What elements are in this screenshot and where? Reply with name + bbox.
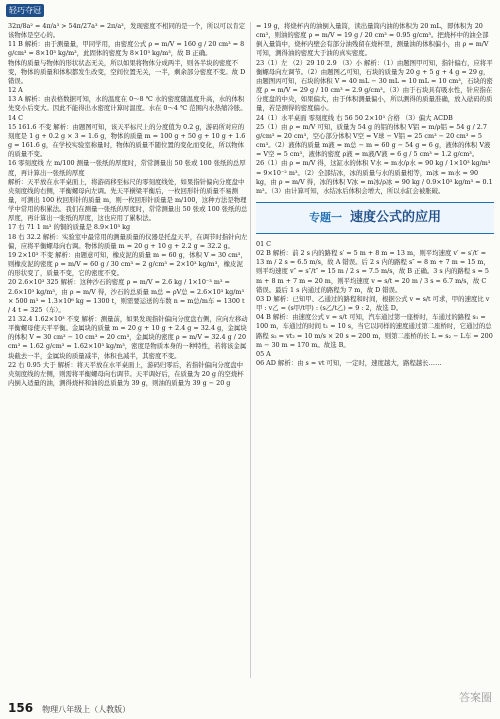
watermark: 答案圈 [459,691,492,704]
answer-paragraph: 03 D 解析：已知甲、乙通过的路程和时间，根据公式 v = s/t 可求，甲的速度比 v甲 : v乙 = (s甲/t甲) : (s乙/t乙) = 9 : 2，故选 D。 [256,294,490,313]
answer-paragraph: 02 B 解析：前 2 s 内的路程 s′ = 5 m + 8 m = 13 m，则平均速度 v′ = s′/t′ = 13 m / 2 s = 6.5 m/s，故 A 错误。后 2 s 内的路程 s″ = 8 m + 7 m = 15 m，则平均速度 v″ = s″/t″ = 15 m / 2 s = 7.5 m/s，故 B 正确。3 s 内的路程 s = 5 m + 8 m + 7 m = 20 m，则平均速度 v = s/t = 20 m / 3 s ≈ 6.7 m/s，故 C 错误。最后 1 s 内通过的路程为 7 m，故 D 错误。 [256,249,490,294]
answer-paragraph: 解析：天平放在水平桌面上，将游码移至标尺的零刻度线处，如果指针偏向分度盘中央刻度线的右侧，平衡螺母向左调。先天平横梁平衡后，一枚回形针的质量不易测量，可测出 100 枚回形针的质量 m，则一枚回形针质量是 m/100，这种方法是物理学中常用的积累法。我们在测量一张纸的厚度时，常常测量出 50 张或 100 张纸的总厚度，再计算出一张纸的厚度，这也应用了累积法。 [8,177,248,223]
answer-paragraph: 25（1）由 ρ = m/V 可知，质量为 54 g 的铝的体积 V铝 = m/ρ铝 = 54 g / 2.7 g/cm³ = 20 cm³，空心部分体积 V空 = V球 − V铝 = 25 cm³ − 20 cm³ = 5 cm³。（2）液体的质量 m液 = m总 − m = 60 g − 54 g = 6 g，液体的体积 V液 = V空 = 5 cm³，液体的密度 ρ液 = m液/V液 = 6 g / 5 cm³ = 1.2 g/cm³。 [256,122,491,159]
section-banner [256,202,494,234]
answer-paragraph: 物体的质量与物体的形状状态无关，所以如果将物体分成两半，则各半块的密度不变，物体的质量和体积都发生改变，空间位置无关，一半，剩余部分密度不变。故 D 错误。 [8,58,246,85]
page-header [6,4,494,18]
answer-paragraph: 01 C [256,239,272,248]
answer-paragraph: 16 零刻度线 左 m/100 测量一张纸的厚度时，常常测量出 50 张或 100 张纸的总厚度，再计算出一张纸的厚度 [8,159,246,177]
answer-paragraph: 23（1）左 （2）29 10 2.9 （3）小 解析：（1）由题图甲可知，指针偏右，应将平衡螺母向左调节。（2）由题图乙可知，石块的质量为 20 g + 5 g + 4 g = 29 g，由题图丙可知，石块的体积 V = 40 mL − 30 mL = 10 mL = 10 cm³，石块的密度 ρ = m/V = 29 g / 10 cm³ = 2.9 g/cm³。（3）由于石块具有吸水性，针应指在分度盘的中央，如果偏大，由于体积测量偏小，所以测得的质量准确，放入砝码的质量，若是测得的密度偏小。 [256,58,493,113]
answer-paragraph: 14 C [8,113,24,122]
book-title: 物理八年级上（人教版） [42,705,131,714]
answer-paragraph: 24（1）水平桌面 零刻度线 右 56 50 2×10³ 合格 （3）偏大 ACDB [256,113,453,122]
answer-paragraph: 15 161.6 不变 解析：由题图可知，该天平标尺上的分度值为 0.2 g，游码所对应的刻度是 1 g + 0.2 g × 3 = 1.6 g，物体的质量 m = 100 g + 50 g + 10 g + 1.6 g = 161.6 g，在学校实验室称量时，物体的质量不随位置的变化而变化，所以物体的质量不变。 [8,122,246,159]
left-column [8,22,248,678]
answer-paragraph: 18 右 32.2 解析：实验室中最常用的测量质量的仪器是托盘天平，在调节时指针向左偏，应将平衡螺母向右调。物体的质量 m = 20 g + 10 g + 2.2 g = 32.2 g。 [8,232,248,250]
answer-paragraph: 22 右 0.95 大于 解析：将天平放在水平桌面上，游码归零后，若指针偏向分度盘中央刻度线的左侧，则需将平衡螺母向右调节。天平调好后，在质量为 20 g 的空烧杯内倒入适量的油，测得烧杯和油的总质量为 39 g，则油的质量为 39 g − 20 g [8,360,244,388]
answer-paragraph: 05 A [256,349,271,358]
answer-paragraph: 11 B 解析：由于测量量，甲同学用，由密度公式 ρ = m/V = 160 g / 20 cm³ = 8 g/cm³ = 8×10³ kg/m³，此固体的密度为 8×10³ kg/m³，故 B 正确。 [8,40,245,58]
answer-paragraph: 12 A [8,86,23,95]
page-footer [8,691,492,715]
page-number: 156 [8,701,34,715]
column-divider [250,22,251,678]
answer-paragraph: 06 AD 解析：由 s = vt 可知，一定时，速度越大，路程越长…… [256,359,442,367]
answer-paragraph: 20 2.6×10³ 325 解析：这种沙石的密度 ρ = m/V = 2.6 kg / 1×10⁻³ m³ = 2.6×10³ kg/m³，由 ρ = m/V 得，沙石的总质量 m总 = ρV总 = 2.6×10³ kg/m³ × 500 m³ = 1.3×10⁶ kg = 1300 t，则需要运送的车数 n = m总/m车 = 1300 t / 4 t = 325（车）。 [8,278,245,314]
book-logo: 轻巧夺冠 [6,4,44,17]
answer-paragraph: 26（1）由 ρ = m/V 得，这缸水的体积 V水 = m水/ρ水 = 90 kg / 1×10³ kg/m³ = 9×10⁻² m³。（2）全部结冰，冰的质量与水的质量相等，m冰 = m水 = 90 kg，由 ρ = m/V 得，冰的体积 V冰 = m冰/ρ冰 = 90 kg / 0.9×10³ kg/m³ = 0.1 m³。（3）由计算可知，水结冰后体积会增大，所以水缸会被胀破。 [256,159,493,195]
answer-paragraph: = 19 g，将烧杯内的油倒入量筒，读出量筒内油的体积为 20 mL，即体积为 20 cm³，则油的密度 ρ = m/V = 19 g / 20 cm³ = 0.95 g/cm³。把烧杯中的油全部倒入量筒中，烧杯内壁会有部分油残留在烧杯里，测量油的体积偏小，由 ρ = m/V 可知，测得油的密度大于油的真实密度。 [256,22,489,58]
answer-paragraph: 13 A 解析：由表格数据可知，水的温度在 0～8 ℃ 水的密度随温度升高，水的体积先变小后变大。因此不能得出水密度计算时温度。水在 0～4 ℃ 范围内水热缩冷胀。 [8,95,247,113]
section-label: 专题一 [308,211,342,225]
answer-paragraph: 32π/8a² = 4π/a³ > 54π/27a³ = 2π/a³，发现密度不相同的是一个，所以可以肯定该物体是空心的。 [8,22,246,40]
answer-paragraph: 21 32.4 1.62×10³ 不变 解析：测量前，如果发现指针偏向分度盘右侧，应向左移动平衡螺母使天平平衡。金属块的质量 m = 20 g + 10 g + 2.4 g = 32.4 g，金属块的体积 V = 30 cm³ − 10 cm³ = 20 cm³，金属块的密度 ρ = m/V = 32.4 g / 20 cm³ = 1.62 g/cm³ = 1.62×10³ kg/m³，密度是物质本身的一种特性，若将该金属块截去一半，金属块的质量减半，体积也减半，其密度不变。 [8,315,248,360]
answer-paragraph: 04 B 解析：由速度公式 v = s/t 可知，汽车通过第一座桥时，车通过的路程 s₁ = 100 m，车通过的时间 t₁ = 10 s，当它以同样的速度通过第二座桥时，它通过的总路程 s₂ = vt₂ = 10 m/s × 20 s = 200 m，则第二座桥的长 L = s₂ − L车 = 200 m − 30 m = 170 m。故选 B。 [256,313,493,349]
answer-paragraph: 17 右 71 1 m³ 的铜的质量是 8.9×10³ kg [8,223,131,232]
answer-paragraph: 19 2×10³ 不变 解析：由题意可知，橡皮泥的质量 m = 60 g，体积 V = 30 cm³，则橡皮泥的密度 ρ = m/V = 60 g / 30 cm³ = 2 g/cm³ = 2×10³ kg/m³，橡皮泥的形状变了，质量不变，它的密度不变。 [8,250,247,278]
right-column [256,22,494,678]
section-title: 速度公式的应用 [349,210,441,226]
